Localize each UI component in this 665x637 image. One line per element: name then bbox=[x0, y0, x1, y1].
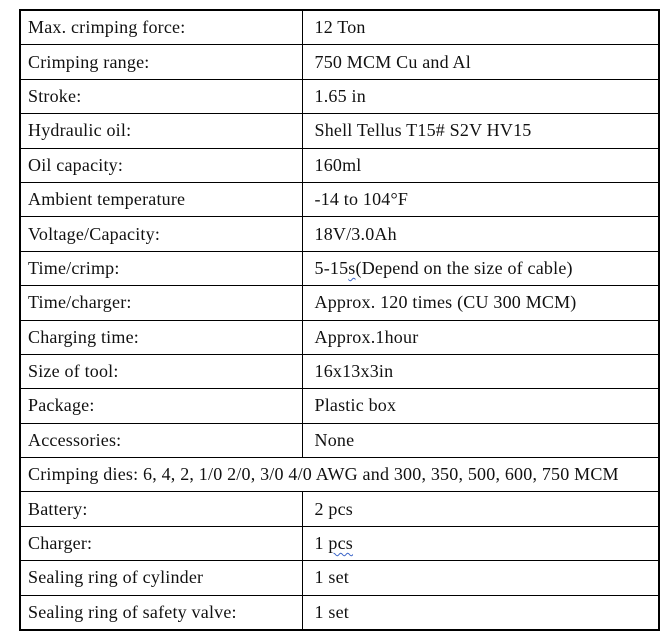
spec-label: Ambient temperature bbox=[20, 182, 302, 216]
table-row bbox=[20, 114, 659, 148]
value-text: 5-15 bbox=[314, 257, 349, 278]
table-row bbox=[20, 286, 659, 320]
spec-label: Stroke: bbox=[20, 79, 302, 113]
table-row bbox=[20, 595, 659, 630]
value-text: 160ml bbox=[314, 154, 362, 175]
spec-label: Battery: bbox=[20, 492, 302, 526]
spec-label: Voltage/Capacity: bbox=[20, 217, 302, 251]
table-row bbox=[20, 492, 659, 526]
value-text: 12 Ton bbox=[314, 17, 366, 38]
table-row bbox=[20, 354, 659, 388]
spellcheck-underlined-text: s bbox=[348, 257, 356, 278]
value-text: 1.65 in bbox=[314, 85, 366, 106]
value-text: Approx. 120 times (CU 300 MCM) bbox=[314, 292, 577, 313]
value-text: (Depend on the size of cable) bbox=[355, 257, 573, 278]
spec-label: Time/charger: bbox=[20, 286, 302, 320]
spec-value bbox=[302, 354, 659, 388]
table-row bbox=[20, 79, 659, 113]
spec-value bbox=[302, 114, 659, 148]
spec-value bbox=[302, 389, 659, 423]
spec-label: Sealing ring of cylinder bbox=[20, 561, 302, 595]
spec-label: Crimping range: bbox=[20, 45, 302, 79]
spec-label: Max. crimping force: bbox=[20, 10, 302, 45]
spec-label: Charger: bbox=[20, 526, 302, 560]
table-row bbox=[20, 45, 659, 79]
spec-label: Hydraulic oil: bbox=[20, 114, 302, 148]
spec-value bbox=[302, 217, 659, 251]
spec-full-row: Crimping dies: 6, 4, 2, 1/0 2/0, 3/0 4/0 AWG and 300, 350, 500, 600, 750 MCM bbox=[20, 458, 659, 492]
value-text: 750 MCM Cu and Al bbox=[314, 51, 471, 72]
value-text: Shell Tellus T15# S2V HV15 bbox=[314, 120, 532, 141]
spec-value bbox=[302, 526, 659, 560]
spec-label: Sealing ring of safety valve: bbox=[20, 595, 302, 630]
value-text: None bbox=[314, 429, 355, 450]
spec-value bbox=[302, 286, 659, 320]
spec-value bbox=[302, 148, 659, 182]
spec-label: Accessories: bbox=[20, 423, 302, 457]
table-row bbox=[20, 458, 659, 492]
spec-table-body bbox=[20, 10, 659, 630]
spec-label: Size of tool: bbox=[20, 354, 302, 388]
table-row bbox=[20, 10, 659, 45]
spec-label: Package: bbox=[20, 389, 302, 423]
spec-value bbox=[302, 251, 659, 285]
spec-value bbox=[302, 492, 659, 526]
spec-label: Time/crimp: bbox=[20, 251, 302, 285]
value-text: 18V/3.0Ah bbox=[314, 223, 397, 244]
value-text: Approx.1hour bbox=[314, 326, 419, 347]
spec-value bbox=[302, 595, 659, 630]
spec-value bbox=[302, 561, 659, 595]
table-row bbox=[20, 148, 659, 182]
value-text: 16x13x3in bbox=[314, 361, 394, 382]
table-row bbox=[20, 389, 659, 423]
spec-table bbox=[19, 9, 660, 631]
table-row bbox=[20, 217, 659, 251]
value-text: 1 set bbox=[314, 567, 349, 588]
value-text: 1 set bbox=[314, 601, 349, 622]
spec-value bbox=[302, 320, 659, 354]
value-text: -14 to 104°F bbox=[314, 189, 409, 210]
table-row bbox=[20, 561, 659, 595]
spec-label: Oil capacity: bbox=[20, 148, 302, 182]
spec-value bbox=[302, 423, 659, 457]
table-row bbox=[20, 251, 659, 285]
table-row bbox=[20, 182, 659, 216]
table-row bbox=[20, 526, 659, 560]
value-text: Plastic box bbox=[314, 395, 397, 416]
value-text: 1 bbox=[314, 533, 329, 554]
spec-label: Charging time: bbox=[20, 320, 302, 354]
value-text: 2 pcs bbox=[314, 498, 353, 519]
table-row bbox=[20, 320, 659, 354]
spec-value bbox=[302, 45, 659, 79]
table-row bbox=[20, 423, 659, 457]
spec-value bbox=[302, 10, 659, 45]
spec-value bbox=[302, 182, 659, 216]
spec-value bbox=[302, 79, 659, 113]
spellcheck-underlined-text: pcs bbox=[328, 533, 354, 554]
